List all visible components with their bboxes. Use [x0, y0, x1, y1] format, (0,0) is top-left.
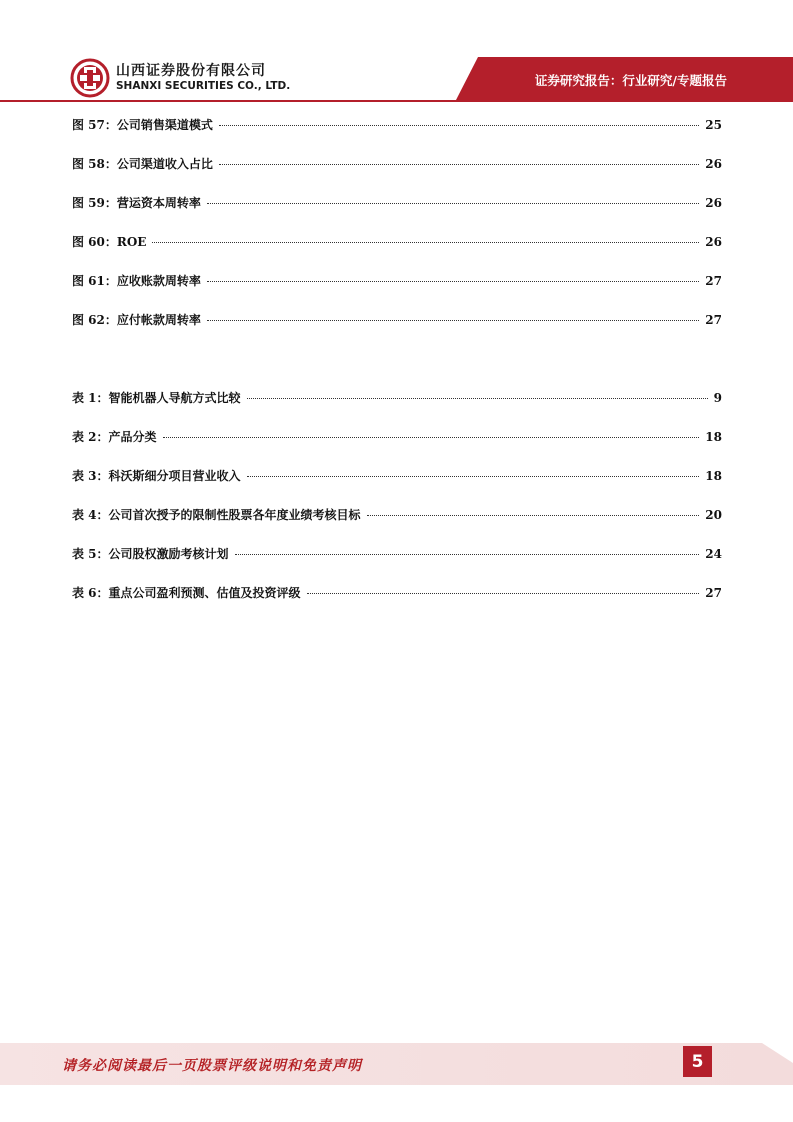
toc-entry-label: 图 61：应收账款周转率 — [72, 274, 201, 288]
toc-entry-table[interactable] — [72, 428, 722, 444]
toc-entry-table[interactable] — [72, 584, 722, 600]
toc-entry-page: 24 — [705, 547, 722, 561]
toc-entry-figure[interactable] — [72, 116, 722, 132]
page-header — [0, 0, 793, 104]
toc-entry-page: 25 — [705, 118, 722, 132]
toc-entry-page: 26 — [705, 196, 722, 210]
disclaimer-text: 请务必阅读最后一页股票评级说明和免责声明 — [62, 1058, 362, 1074]
page-footer — [0, 1043, 793, 1085]
dot-leader — [235, 554, 700, 555]
company-name-cn: 山西证券股份有限公司 — [116, 63, 266, 79]
dot-leader — [207, 281, 699, 282]
toc-entry-label: 表 1：智能机器人导航方式比较 — [72, 391, 241, 405]
toc-entry-page: 26 — [705, 235, 722, 249]
toc-entry-page: 27 — [705, 274, 722, 288]
dot-leader — [152, 242, 699, 243]
toc-entry-figure[interactable] — [72, 272, 722, 288]
toc-entry-table[interactable] — [72, 506, 722, 522]
toc-entry-label: 表 5：公司股权激励考核计划 — [72, 547, 229, 561]
toc-entry-label: 图 58：公司渠道收入占比 — [72, 157, 213, 171]
toc-entry-table[interactable] — [72, 545, 722, 561]
dot-leader — [247, 476, 700, 477]
toc-entry-figure[interactable] — [72, 155, 722, 171]
dot-leader — [219, 164, 699, 165]
toc-entry-page: 27 — [705, 586, 722, 600]
toc-entry-label: 图 59：营运资本周转率 — [72, 196, 201, 210]
dot-leader — [307, 593, 700, 594]
toc-entry-figure[interactable] — [72, 194, 722, 210]
toc-entry-page: 27 — [705, 313, 722, 327]
page-number: 5 — [683, 1046, 712, 1077]
toc-entry-label: 图 60：ROE — [72, 235, 147, 249]
company-name-en: SHANXI SECURITIES CO., LTD. — [116, 80, 291, 92]
toc-entry-page: 20 — [705, 508, 722, 522]
toc-entry-table[interactable] — [72, 389, 722, 405]
dot-leader — [367, 515, 700, 516]
report-type: 证券研究报告：行业研究/专题报告 — [534, 73, 727, 88]
dot-leader — [247, 398, 708, 399]
toc-entry-label: 表 4：公司首次授予的限制性股票各年度业绩考核目标 — [72, 508, 361, 522]
toc-entry-label: 表 3：科沃斯细分项目营业收入 — [72, 469, 241, 483]
dot-leader — [163, 437, 700, 438]
toc-entry-page: 26 — [705, 157, 722, 171]
toc-entry-label: 表 2：产品分类 — [72, 430, 157, 444]
toc-entry-figure[interactable] — [72, 311, 722, 327]
dot-leader — [207, 203, 699, 204]
toc-entry-label: 图 62：应付帐款周转率 — [72, 313, 201, 327]
dot-leader — [219, 125, 699, 126]
dot-leader — [207, 320, 699, 321]
toc-entry-label: 表 6：重点公司盈利预测、估值及投资评级 — [72, 586, 301, 600]
toc-entry-label: 图 57：公司销售渠道模式 — [72, 118, 213, 132]
toc-entry-page: 18 — [705, 430, 722, 444]
toc-entry-page: 18 — [705, 469, 722, 483]
shanxi-securities-logo-icon — [70, 58, 110, 98]
toc-entry-figure[interactable] — [72, 233, 722, 249]
toc-entry-page: 9 — [713, 391, 722, 405]
toc-entry-table[interactable] — [72, 467, 722, 483]
